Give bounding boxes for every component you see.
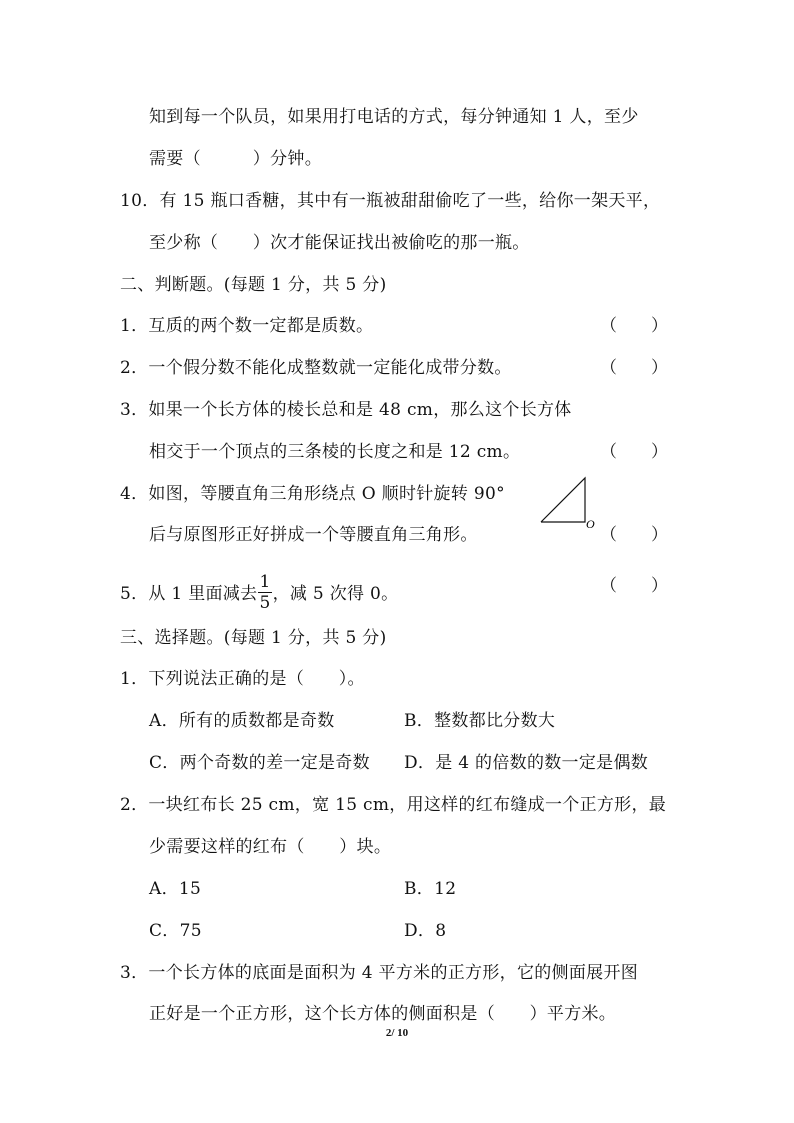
judgement-item xyxy=(120,574,398,615)
fraction-numerator: 1 xyxy=(259,572,271,592)
choice-question: 3．一个长方体的底面是面积为 4 平方米的正方形，它的侧面展开图 xyxy=(120,963,639,983)
answer-paren[interactable]: （ ） xyxy=(600,442,668,462)
choice-question: 2．一块红布长 25 cm，宽 15 cm，用这样的红布缝成一个正方形，最 xyxy=(120,795,667,815)
line: 需要（ ）分钟。 xyxy=(149,149,322,169)
line: 正好是一个正方形，这个长方体的侧面积是（ ）平方米。 xyxy=(149,1004,617,1024)
option-b[interactable]: B．整数都比分数大 xyxy=(404,711,556,731)
option-b[interactable]: B．12 xyxy=(404,879,457,899)
answer-paren[interactable]: （ ） xyxy=(600,316,668,336)
line: 相交于一个顶点的三条棱的长度之和是 12 cm。 xyxy=(149,442,521,462)
judgement-item: 1．互质的两个数一定都是质数。 xyxy=(120,316,374,336)
option-c[interactable]: C．两个奇数的差一定是奇数 xyxy=(149,753,370,773)
judgement-item: 2．一个假分数不能化成整数就一定能化成带分数。 xyxy=(120,358,512,378)
judgement-item: 4．如图，等腰直角三角形绕点 O 顺时针旋转 90° xyxy=(120,484,505,504)
choice-question: 1．下列说法正确的是（ ）。 xyxy=(120,669,365,689)
fraction-denominator: 5 xyxy=(259,593,271,613)
option-d[interactable]: D．是 4 的倍数的数一定是偶数 xyxy=(404,753,649,773)
option-d[interactable]: D．8 xyxy=(404,921,447,941)
answer-paren[interactable]: （ ） xyxy=(600,576,668,596)
option-a[interactable]: A．15 xyxy=(149,879,202,899)
page-number: 2/ 10 xyxy=(385,1027,409,1039)
question-text: 10．有 15 瓶口香糖，其中有一瓶被甜甜偷吃了一些，给你一架天平， xyxy=(120,191,661,211)
line: 少需要这样的红布（ ）块。 xyxy=(149,837,392,857)
line: 至少称（ ）次才能保证找出被偷吃的那一瓶。 xyxy=(149,233,530,253)
item-text: ，减 5 次得 0。 xyxy=(272,584,399,604)
point-o-label: O xyxy=(586,517,595,531)
section-heading-judgement: 二、判断题。(每题 1 分，共 5 分) xyxy=(120,275,387,295)
answer-paren[interactable]: （ ） xyxy=(600,525,668,545)
answer-paren[interactable]: （ ） xyxy=(600,358,668,378)
option-c[interactable]: C．75 xyxy=(149,921,202,941)
triangle-figure xyxy=(535,472,595,532)
section-heading-choice: 三、选择题。(每题 1 分，共 5 分) xyxy=(120,628,387,648)
item-text: 5．从 1 里面减去 xyxy=(120,584,258,604)
judgement-item: 3．如果一个长方体的棱长总和是 48 cm，那么这个长方体 xyxy=(120,400,572,420)
line: 后与原图形正好拼成一个等腰直角三角形。 xyxy=(149,525,478,545)
fraction xyxy=(258,572,271,613)
option-a[interactable]: A．所有的质数都是奇数 xyxy=(149,711,335,731)
line: 知到每一个队员，如果用打电话的方式，每分钟通知 1 人，至少 xyxy=(149,107,639,127)
